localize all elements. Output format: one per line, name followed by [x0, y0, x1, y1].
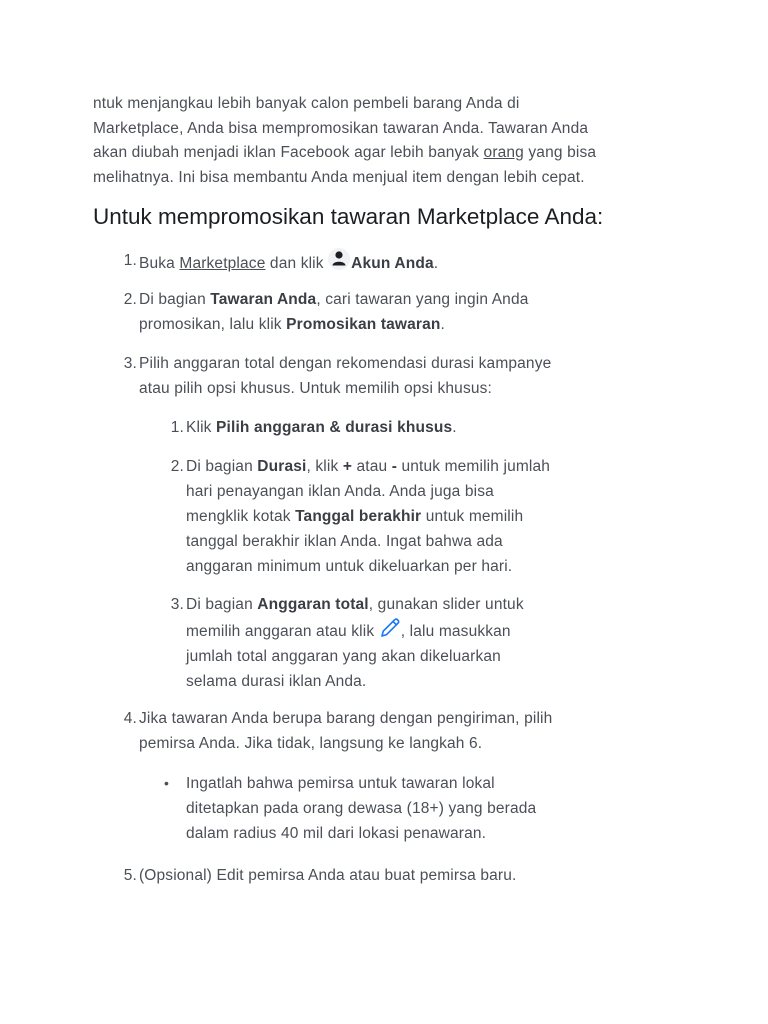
step-1: 1. Buka Marketplace dan klik Akun Anda.: [139, 248, 438, 276]
substep-1: 1. Klik Pilih anggaran & durasi khusus.: [186, 415, 457, 440]
substep-2: 2. Di bagian Durasi, klik + atau - untuk memilih jumlah hari penayangan iklan Anda. Anda juga bisa mengklik kotak Tanggal berakhir untuk memilih tanggal berakhir iklan Anda. Ingat bahwa ada anggaran minimum untuk dikeluarkan per hari.: [186, 454, 550, 579]
total-budget-label: Anggaran total: [257, 596, 369, 613]
step-3: 3. Pilih anggaran total dengan rekomendasi durasi kampanye atau pilih opsi khusus. Untuk memilih opsi khusus:: [139, 351, 551, 401]
marketplace-link[interactable]: Marketplace: [179, 255, 266, 272]
listings-label: Tawaran Anda: [210, 291, 317, 308]
step-number: 3.: [123, 355, 137, 372]
plus-label: +: [342, 458, 353, 475]
step-number: 1.: [170, 419, 184, 436]
step-number: 3.: [170, 596, 184, 613]
pencil-icon: [379, 617, 401, 639]
avatar-icon: [328, 248, 350, 270]
step-number: 4.: [123, 710, 137, 727]
intro-line: melihatnya. Ini bisa membantu Anda menjual item dengan lebih cepat.: [93, 168, 585, 186]
section-heading: Untuk mempromosikan tawaran Marketplace Anda:: [93, 204, 604, 229]
promote-listing-label: Promosikan tawaran: [286, 316, 441, 333]
step-number: 5.: [123, 867, 137, 884]
end-date-label: Tanggal berakhir: [295, 508, 422, 525]
minus-label: -: [391, 458, 398, 475]
intro-paragraph: [93, 92, 693, 190]
account-label: Akun Anda: [351, 255, 434, 272]
bullet-note: • Ingatlah bahwa pemirsa untuk tawaran lokal ditetapkan pada orang dewasa (18+) yang berada dalam radius 40 mil dari lokasi penawaran.: [186, 771, 536, 846]
duration-label: Durasi: [257, 458, 307, 475]
step-number: 2.: [123, 291, 137, 308]
step-2: 2. Di bagian Tawaran Anda, cari tawaran yang ingin Anda promosikan, lalu klik Promosikan tawaran.: [139, 287, 529, 337]
step-number: 1.: [123, 252, 137, 269]
bullet-mark: •: [164, 775, 170, 791]
article: [93, 92, 693, 231]
intro-line: ntuk menjangkau lebih banyak calon pembeli barang Anda di: [93, 95, 520, 112]
people-link[interactable]: orang: [483, 144, 524, 161]
intro-line: akan diubah menjadi iklan Facebook agar lebih banyak orang yang bisa: [93, 144, 597, 161]
step-number: 2.: [170, 458, 184, 475]
custom-budget-label: Pilih anggaran & durasi khusus: [216, 419, 453, 436]
substep-3: 3. Di bagian Anggaran total, gunakan slider untuk memilih anggaran atau klik , lalu masukkan jumlah total anggaran yang akan dikeluarkan selama durasi iklan Anda.: [186, 592, 524, 694]
step-4: 4. Jika tawaran Anda berupa barang dengan pengiriman, pilih pemirsa Anda. Jika tidak, langsung ke langkah 6.: [139, 706, 552, 756]
intro-line: Marketplace, Anda bisa mempromosikan tawaran Anda. Tawaran Anda: [93, 119, 589, 137]
step-5: 5. (Opsional) Edit pemirsa Anda atau buat pemirsa baru.: [139, 863, 516, 888]
